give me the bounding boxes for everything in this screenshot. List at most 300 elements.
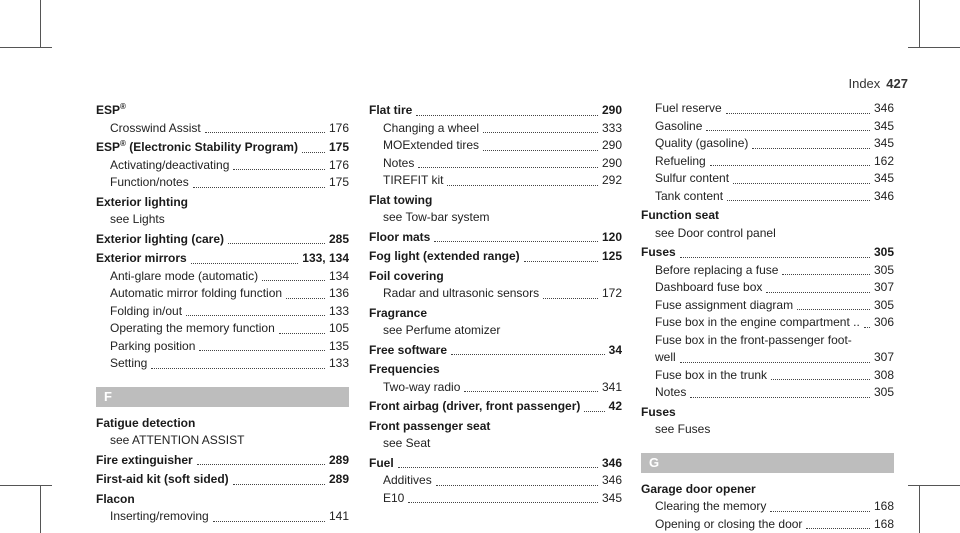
page-reference[interactable]: 345: [873, 171, 894, 185]
entry-label: see ATTENTION ASSIST: [110, 433, 245, 447]
dot-leader: [451, 342, 605, 356]
index-subentry[interactable]: [641, 332, 894, 350]
entry-text: [369, 361, 440, 379]
index-heading[interactable]: [369, 305, 622, 323]
entry-label: Fog light (extended range): [369, 249, 520, 263]
page-reference[interactable]: 172: [601, 286, 622, 300]
dot-leader: [416, 102, 598, 116]
entry-label: see Door control panel: [655, 225, 776, 240]
entry-label: Notes: [383, 155, 415, 170]
page-reference[interactable]: 134: [328, 268, 349, 283]
index-subentry[interactable]: [369, 490, 622, 508]
index-subentry[interactable]: [641, 498, 894, 516]
entry-text: [383, 285, 539, 303]
entry-text: [655, 367, 767, 385]
entry-label: Exterior lighting: [96, 194, 189, 209]
entry-text: [655, 188, 723, 206]
entry-text: [369, 398, 580, 416]
dot-leader: [766, 279, 870, 293]
page-reference[interactable]: 292: [601, 173, 622, 187]
dot-leader: [782, 262, 870, 276]
dot-leader: [262, 268, 325, 282]
dot-leader: [726, 100, 870, 114]
page-reference[interactable]: 42: [608, 399, 622, 413]
index-subentry[interactable]: [96, 174, 349, 192]
dot-leader: [752, 135, 870, 149]
index-subentry[interactable]: [96, 268, 349, 286]
entry-text: [655, 225, 776, 243]
dot-leader: [279, 320, 325, 334]
page-reference[interactable]: 133: [328, 356, 349, 370]
index-heading[interactable]: [96, 452, 349, 470]
entry-label: Function seat: [641, 208, 720, 222]
entry-text: [110, 303, 182, 321]
entry-label: Function/notes: [110, 175, 189, 189]
index-heading[interactable]: [369, 229, 622, 247]
index-subentry[interactable]: [641, 384, 894, 402]
entry-label: Foil covering: [369, 268, 444, 283]
dot-leader: [213, 508, 325, 522]
entry-text: [655, 100, 722, 118]
index-column-3: [641, 100, 894, 533]
index-subentry[interactable]: [369, 137, 622, 155]
entry-text: [369, 192, 432, 210]
entry-label: Front airbag (driver, front passenger): [369, 399, 581, 413]
dot-leader: [302, 139, 325, 153]
page-reference[interactable]: 290: [601, 103, 622, 117]
index-subentry[interactable]: [641, 349, 894, 367]
entry-label: Notes: [655, 385, 687, 399]
index-heading[interactable]: [96, 415, 349, 433]
entry-label: Free software: [369, 342, 448, 357]
dot-leader: [418, 155, 598, 169]
entry-label: Activating/deactivating: [110, 157, 230, 172]
entry-text: [110, 268, 258, 286]
entry-text: [110, 211, 165, 229]
entry-label: Fuses: [641, 404, 676, 419]
entry-label: MOExtended tires: [383, 138, 480, 152]
entry-label: Clearing the memory: [655, 499, 767, 513]
page-reference[interactable]: 305: [873, 245, 894, 259]
entry-text: [655, 498, 766, 516]
entry-text: [96, 491, 135, 509]
dot-leader: [483, 137, 598, 151]
dot-leader: [398, 455, 598, 469]
page-reference[interactable]: 135: [328, 338, 349, 353]
dot-leader: [524, 248, 598, 262]
index-subentry[interactable]: [641, 118, 894, 136]
page-number: 427: [886, 76, 908, 91]
dot-leader: [706, 118, 870, 132]
dot-leader: [680, 349, 870, 363]
index-subentry[interactable]: [641, 135, 894, 153]
page-reference[interactable]: 289: [328, 452, 349, 467]
entry-label: Refueling: [655, 153, 706, 168]
index-heading[interactable]: [641, 481, 894, 499]
index-subentry[interactable]: [641, 367, 894, 385]
dot-leader: [286, 285, 325, 299]
index-subentry[interactable]: [369, 435, 622, 453]
page-header: [848, 76, 908, 91]
crop-mark: [919, 0, 920, 48]
entry-label: Garage door opener: [641, 481, 756, 496]
dot-leader: [233, 157, 325, 171]
index-subentry[interactable]: [369, 172, 622, 190]
entry-text: [641, 404, 676, 422]
page-reference[interactable]: 175: [328, 175, 349, 189]
page-reference[interactable]: 345: [873, 136, 894, 150]
page-reference[interactable]: 346: [873, 188, 894, 203]
entry-text: [383, 472, 432, 490]
page-reference[interactable]: 333: [601, 120, 622, 135]
entry-label: Parking position: [110, 338, 196, 353]
page-reference[interactable]: 175: [328, 140, 349, 154]
page-reference[interactable]: 290: [601, 138, 622, 152]
index-heading[interactable]: [96, 231, 349, 249]
entry-text: [96, 415, 195, 433]
entry-text: [96, 471, 229, 489]
entry-text: [641, 207, 719, 225]
entry-text: [110, 157, 229, 175]
entry-text: [369, 248, 520, 266]
dot-leader: [733, 170, 870, 184]
page-reference[interactable]: 176: [328, 120, 349, 135]
index-heading[interactable]: [96, 250, 349, 268]
entry-text: [383, 379, 460, 397]
entry-label: Crosswind Assist: [110, 120, 201, 135]
page-reference[interactable]: 133: [328, 303, 349, 318]
index-subentry[interactable]: [641, 314, 894, 332]
entry-text: [110, 174, 189, 192]
entry-label: Fuses: [641, 245, 676, 259]
entry-label: Fuel reserve: [655, 101, 722, 115]
entry-label: ESP: [96, 140, 121, 154]
entry-label: Frequencies: [369, 362, 440, 376]
index-subentry[interactable]: [641, 516, 894, 533]
index-heading[interactable]: [641, 244, 894, 262]
entry-text: [383, 435, 430, 453]
page-reference[interactable]: 120: [601, 229, 622, 244]
index-subentry[interactable]: [369, 379, 622, 397]
entry-label: Automatic mirror folding function: [110, 286, 283, 300]
entry-label: Tank content: [655, 188, 724, 203]
page-reference[interactable]: 162: [873, 153, 894, 168]
crop-mark: [908, 47, 960, 48]
entry-text: [655, 516, 802, 533]
entry-label: Gasoline: [655, 118, 703, 133]
index-subentry[interactable]: [641, 225, 894, 243]
index-subentry[interactable]: [641, 153, 894, 171]
entry-label: Fire extinguisher: [96, 452, 193, 467]
index-heading[interactable]: [641, 404, 894, 422]
entry-text: [96, 139, 298, 157]
page-reference[interactable]: 341: [601, 379, 622, 394]
index-subentry[interactable]: [641, 421, 894, 439]
index-subentry[interactable]: [96, 211, 349, 229]
index-subentry[interactable]: [641, 188, 894, 206]
page-reference[interactable]: 306: [873, 315, 894, 329]
dot-leader: [233, 471, 325, 485]
index-heading[interactable]: [641, 207, 894, 225]
index-subentry[interactable]: [96, 432, 349, 450]
index-subentry[interactable]: [641, 279, 894, 297]
page-reference[interactable]: 168: [873, 499, 894, 513]
index-heading[interactable]: [96, 194, 349, 212]
entry-label: Sulfur content: [655, 171, 730, 185]
entry-text: [96, 452, 193, 470]
entry-label: well: [655, 350, 676, 364]
index-subentry[interactable]: [641, 262, 894, 280]
entry-label: E10: [383, 490, 405, 505]
index-heading[interactable]: [369, 398, 622, 416]
dot-leader: [186, 303, 325, 317]
index-subentry[interactable]: [641, 170, 894, 188]
index-subentry[interactable]: [641, 100, 894, 118]
index-subentry[interactable]: [96, 338, 349, 356]
index-subentry[interactable]: [369, 285, 622, 303]
entry-text: [110, 320, 275, 338]
entry-text: [641, 244, 676, 262]
entry-label: Flacon: [96, 491, 135, 506]
entry-text: [655, 384, 686, 402]
page-reference[interactable]: 125: [601, 249, 622, 263]
entry-label: Folding in/out: [110, 303, 183, 318]
index-subentry[interactable]: [96, 508, 349, 526]
entry-label: Flat tire: [369, 103, 413, 117]
entry-text: [369, 342, 447, 360]
entry-text: [655, 135, 748, 153]
entry-label: Front passenger seat: [369, 418, 491, 433]
dot-leader: [197, 452, 325, 466]
entry-label: First-aid kit (soft sided): [96, 472, 229, 486]
section-letter: F: [96, 387, 349, 407]
dot-leader: [434, 229, 598, 243]
page-reference[interactable]: 345: [873, 118, 894, 133]
page-reference[interactable]: 176: [328, 157, 349, 172]
index-heading[interactable]: [369, 102, 622, 120]
entry-label: ESP: [96, 103, 121, 117]
entry-text: [110, 508, 209, 526]
dot-leader: [543, 285, 598, 299]
dot-leader: [199, 338, 325, 352]
header-title: Index: [848, 76, 881, 91]
entry-text: [96, 250, 187, 268]
index-heading[interactable]: [96, 491, 349, 509]
page-reference[interactable]: 308: [873, 367, 894, 382]
index-subentry[interactable]: [369, 120, 622, 138]
entry-text: [383, 172, 443, 190]
index-subentry[interactable]: [369, 155, 622, 173]
entry-label: Flat towing: [369, 192, 433, 207]
index-subentry[interactable]: [96, 120, 349, 138]
page-reference[interactable]: 34: [608, 342, 622, 357]
index-heading[interactable]: [369, 361, 622, 379]
index-heading[interactable]: [369, 342, 622, 360]
entry-text: [655, 279, 762, 297]
page-reference[interactable]: 345: [601, 490, 622, 505]
crop-mark: [908, 485, 960, 486]
entry-text: [383, 120, 479, 138]
entry-label: Before replacing a fuse: [655, 262, 779, 277]
dot-leader: [447, 172, 598, 186]
entry-text: [96, 102, 126, 120]
page-reference[interactable]: 307: [873, 350, 894, 364]
entry-label: Exterior mirrors: [96, 251, 187, 265]
page-reference[interactable]: 168: [873, 516, 894, 531]
entry-text: [110, 120, 201, 138]
entry-text: [110, 285, 282, 303]
entry-text: [110, 355, 147, 373]
page-reference[interactable]: 307: [873, 280, 894, 294]
entry-text: [655, 314, 860, 332]
crop-mark: [40, 485, 41, 533]
page-reference[interactable]: 305: [873, 385, 894, 399]
index-subentry[interactable]: [369, 209, 622, 227]
crop-mark: [40, 0, 41, 48]
entry-text: [655, 349, 676, 367]
page-reference[interactable]: 133, 134: [302, 251, 349, 265]
dot-leader: [464, 379, 598, 393]
index-column-1: [96, 100, 349, 526]
dot-leader: [584, 398, 604, 412]
entry-label: see Tow-bar system: [383, 210, 490, 224]
index-subentry[interactable]: [96, 303, 349, 321]
entry-label: see Lights: [110, 212, 165, 226]
page-reference[interactable]: 346: [601, 455, 622, 470]
entry-text: [655, 332, 852, 350]
dot-leader: [797, 297, 870, 311]
entry-label: Two-way radio: [383, 379, 461, 394]
entry-label: Fragrance: [369, 305, 428, 320]
index-heading[interactable]: [96, 139, 349, 157]
entry-text: [655, 118, 702, 136]
crop-mark: [0, 47, 52, 48]
entry-label: see Perfume atomizer: [383, 323, 501, 337]
index-heading[interactable]: [369, 192, 622, 210]
page-reference[interactable]: 346: [601, 473, 622, 487]
entry-label: Additives: [383, 473, 432, 487]
page-reference[interactable]: 141: [328, 509, 349, 523]
page-reference[interactable]: 305: [873, 297, 894, 312]
dot-leader: [727, 188, 870, 202]
entry-label: Floor mats: [369, 229, 431, 244]
entry-label: TIREFIT kit: [383, 173, 444, 187]
index-subentry[interactable]: [96, 285, 349, 303]
entry-text: [641, 481, 756, 499]
section-letter: G: [641, 453, 894, 473]
entry-text: [369, 102, 412, 120]
entry-label: Inserting/removing: [110, 509, 209, 523]
dot-leader: [771, 367, 870, 381]
entry-text: [369, 418, 490, 436]
page-reference[interactable]: 346: [873, 101, 894, 115]
crop-mark: [919, 485, 920, 533]
dot-leader: [806, 516, 870, 530]
registered-mark: ®: [120, 139, 126, 148]
index-subentry[interactable]: [369, 322, 622, 340]
entry-label: see Fuses: [655, 422, 711, 436]
entry-label: Radar and ultrasonic sensors: [383, 286, 540, 300]
crop-mark: [0, 485, 52, 486]
entry-label: Operating the memory function: [110, 321, 275, 335]
index-subentry[interactable]: [96, 320, 349, 338]
index-heading[interactable]: [96, 471, 349, 489]
index-subentry[interactable]: [641, 297, 894, 315]
page-reference[interactable]: 289: [328, 472, 349, 486]
dot-leader: [864, 314, 870, 328]
dot-leader: [690, 384, 870, 398]
index-heading[interactable]: [369, 455, 622, 473]
entry-text: [655, 262, 778, 280]
entry-text: [655, 170, 729, 188]
page-reference[interactable]: 105: [328, 321, 349, 335]
entry-label: Changing a wheel: [383, 120, 480, 135]
entry-text: [96, 194, 188, 212]
entry-label-rest: (Electronic Stability Program): [125, 140, 298, 154]
dot-leader: [228, 231, 325, 245]
index-heading[interactable]: [96, 102, 349, 120]
entry-label: Fuse box in the front-passenger foot-: [655, 332, 852, 347]
index-column-2: [369, 100, 622, 507]
dot-leader: [151, 355, 325, 369]
entry-label: Quality (gasoline): [655, 136, 749, 150]
index-heading[interactable]: [369, 418, 622, 436]
index-subentry[interactable]: [96, 157, 349, 175]
entry-text: [655, 153, 706, 171]
dot-leader: [483, 120, 598, 134]
entry-label: Fuse assignment diagram: [655, 297, 794, 312]
entry-text: [655, 421, 710, 439]
index-subentry[interactable]: [96, 355, 349, 373]
registered-mark: ®: [120, 102, 126, 111]
entry-text: [110, 338, 195, 356]
entry-text: [655, 297, 793, 315]
entry-label: Fuse box in the trunk: [655, 367, 768, 382]
entry-text: [96, 231, 224, 249]
page-reference[interactable]: 290: [601, 155, 622, 170]
entry-label: Setting: [110, 356, 148, 370]
dot-leader: [191, 250, 299, 264]
entry-text: [383, 322, 500, 340]
page-reference[interactable]: 136: [328, 286, 349, 300]
dot-leader: [770, 498, 870, 512]
dot-leader: [680, 244, 870, 258]
entry-text: [369, 455, 394, 473]
dot-leader: [193, 174, 325, 188]
dot-leader: [436, 472, 598, 486]
entry-label: Anti-glare mode (automatic): [110, 268, 259, 283]
index-subentry[interactable]: [369, 472, 622, 490]
entry-label: Exterior lighting (care): [96, 231, 225, 246]
entry-label: see Seat: [383, 436, 431, 450]
entry-text: [369, 229, 430, 247]
entry-text: [383, 137, 479, 155]
entry-label: Fuel: [369, 455, 394, 470]
entry-text: [110, 432, 244, 450]
index-heading[interactable]: [369, 248, 622, 266]
entry-label: Dashboard fuse box: [655, 280, 763, 294]
entry-text: [383, 490, 404, 508]
page-reference[interactable]: 305: [873, 262, 894, 277]
entry-label: Fuse box in the engine compartment ..: [655, 315, 860, 329]
entry-text: [383, 155, 414, 173]
entry-text: [369, 268, 444, 286]
page-reference[interactable]: 285: [328, 231, 349, 246]
index-heading[interactable]: [369, 268, 622, 286]
entry-label: Opening or closing the door: [655, 516, 803, 531]
dot-leader: [205, 120, 325, 134]
entry-text: [369, 305, 427, 323]
